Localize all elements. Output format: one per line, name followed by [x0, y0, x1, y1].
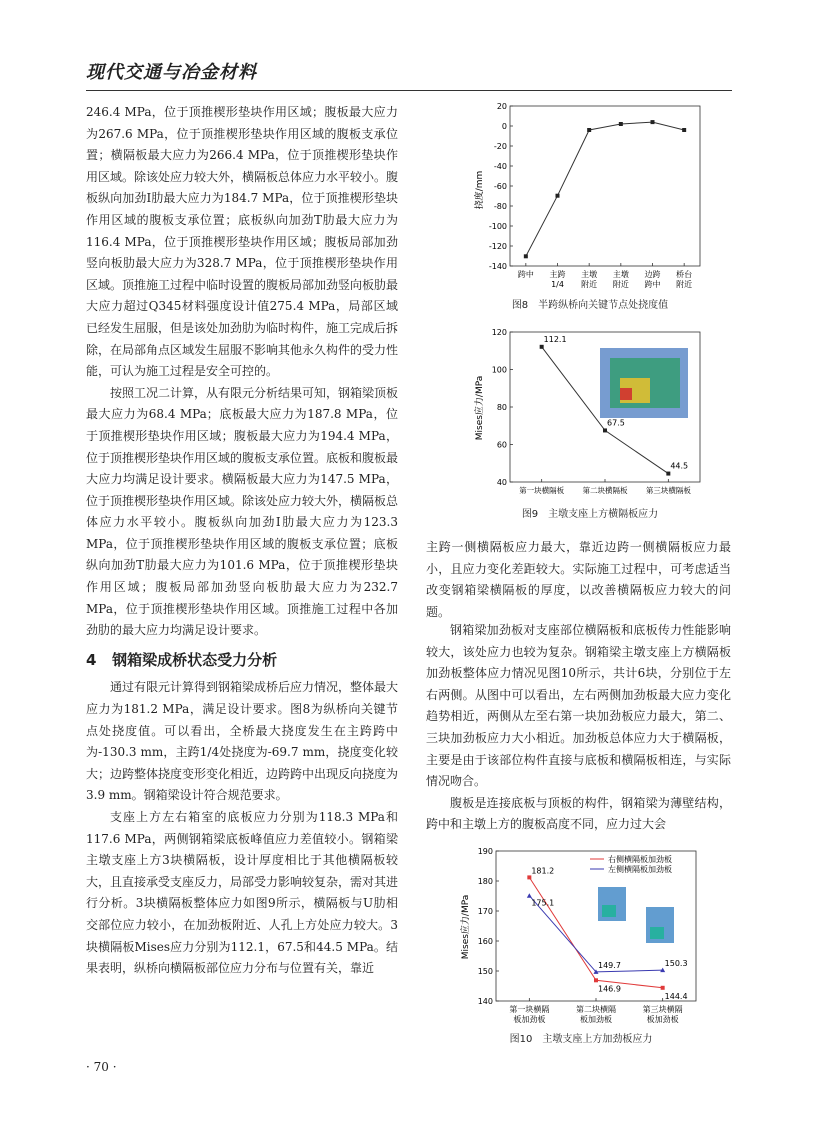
header-rule	[86, 90, 732, 91]
data-label: 67.5	[607, 418, 625, 428]
figure-8-caption: 图8 半跨纵桥向关键节点处挠度值	[511, 300, 669, 311]
right-column-top	[426, 537, 731, 623]
data-point	[603, 428, 607, 432]
data-point	[661, 986, 665, 990]
y-axis-label: Mises应力/MPa	[475, 375, 485, 441]
data-point	[524, 254, 528, 258]
y-tick-label: -20	[493, 142, 507, 151]
y-tick-label: 80	[496, 403, 507, 412]
y-tick-label: 100	[491, 365, 507, 375]
x-tick-label: 主墩附近	[581, 270, 598, 289]
data-label: 112.1	[543, 334, 567, 344]
x-tick-label: 主跨 1/4	[549, 270, 566, 289]
paragraph: 腹板是连接底板与顶板的构件，钢箱梁为薄壁结构，跨中和主墩上方的腹板高度不同，应力过大会	[426, 795, 731, 832]
data-point	[666, 472, 670, 476]
x-tick-label: 第二块横隔板	[582, 486, 628, 495]
data-label: 44.5	[670, 461, 689, 471]
plot-frame	[510, 106, 700, 266]
x-tick-label: 第三块横隔板	[645, 486, 691, 495]
data-label: 149.7	[598, 960, 621, 970]
section-heading	[86, 650, 398, 672]
x-tick-label: 第一块横隔板加劲板	[509, 1005, 550, 1024]
fe-model-image	[598, 887, 674, 943]
paragraph: 支座上方左右箱室的底板应力分别为118.3 MPa和117.6 MPa，两侧钢箱梁底板峰值应力差值较小。钢箱梁主墩支座上方3块横隔板，设计厚度相比于其他横隔板较大，且直接承受支座反力，局部受力影响较复杂，需对其进行分析。3块横隔板整体应力如图9所示，横隔板与U肋相交部位应力较小，在加劲板附近、人孔上方处应力较大。3块横隔板Mises应力分别为112.1，67.5和44.5 MPa。结果表明，纵桥向横隔板部位应力分布与位置有关，靠近	[86, 810, 399, 976]
data-point	[651, 120, 655, 124]
y-tick-label: -80	[493, 202, 507, 211]
y-tick-label: -100	[488, 222, 507, 231]
figure-10-caption: 图10 主墩支座上方加劲板应力	[509, 1034, 653, 1045]
y-axis-label: Mises应力/MPa	[461, 894, 471, 960]
y-tick-label: 150	[477, 967, 493, 976]
data-point	[540, 345, 544, 349]
right-column	[426, 620, 731, 836]
paragraph: 主跨一侧横隔板应力最大，靠近边跨一侧横隔板应力最小，且应力变化差距较大。实际施工过程中，可考虑适当改变钢箱梁横隔板的厚度，以改善横隔板应力较大的问题。	[426, 540, 731, 619]
x-tick-label: 边跨跨中	[644, 270, 661, 289]
data-label: 175.1	[531, 898, 555, 908]
data-label: 181.2	[531, 866, 555, 876]
section-title: 钢箱梁成桥状态受力分析	[112, 650, 278, 669]
y-tick-label: -60	[493, 182, 507, 191]
data-point	[682, 128, 686, 132]
data-point	[527, 875, 531, 879]
figure-9-chart	[470, 328, 710, 503]
y-tick-label: 140	[477, 997, 493, 1006]
figure-9-caption: 图9 主墩支座上方横隔板应力	[521, 509, 659, 520]
y-tick-label: 0	[501, 122, 507, 131]
y-tick-label: 120	[491, 328, 507, 337]
figure-10-chart	[456, 847, 706, 1027]
data-label: 144.4	[664, 991, 688, 1001]
y-tick-label: 180	[477, 877, 493, 886]
legend-label: 右侧横隔板加劲板	[608, 855, 672, 864]
figure-8-chart	[470, 100, 710, 290]
paragraph: 按照工况二计算，从有限元分析结果可知，钢箱梁顶板最大应力为68.4 MPa；底板最大应力为187.8 MPa，位于顶推楔形垫块作用区域；腹板最大应力为194.4 MPa，位于顶推楔形垫块作用区域的腹板支承位置。底板和腹板最大应力均满足设计要求。横隔板最大应力为147.5 MPa，位于顶推楔形垫块作用区域。除该处应力较大外，横隔板总体应力水平较小。腹板纵向加劲I肋最大应力为123.3 MPa，位于顶推楔形垫块作用区域的腹板支承位置；底板纵向加劲T肋最大应力为101.6 MPa，位于顶推楔形垫块作用区域；腹板局部加劲竖向板肋最大应力为232.7 MPa，位于顶推楔形垫块作用区域。顶推施工过程中各加劲肋的最大应力均满足设计要求。	[86, 385, 399, 638]
section-number: 4	[86, 650, 97, 669]
y-tick-label: 20	[496, 102, 507, 111]
paragraph: 钢箱梁加劲板对支座部位横隔板和底板传力性能影响较大，该处应力也较为复杂。钢箱梁主墩支座上方横隔板加劲板整体应力情况见图10所示，共计6块，分别位于左右两侧。从图中可以看出，左右两侧加劲板最大应力变化趋势相近，两侧从左至右第一块加劲板应力最大，第二、三块加劲板应力大小相近。加劲板总体应力大于横隔板，主要是由于该部位构件直接与底板和横隔板相连，与实际情况吻合。	[426, 623, 731, 789]
data-point	[619, 122, 623, 126]
paragraph: 246.4 MPa，位于顶推楔形垫块作用区域；腹板最大应力为267.6 MPa，位于顶推楔形垫块作用区域的腹板支承位置；横隔板最大应力为266.4 MPa，位于顶推楔形垫块作用区域。除该处应力较大外，横隔板总体应力水平较小。腹板纵向加劲I肋最大应力为184.7 MPa，位于顶推楔形垫块作用区域的腹板支承位置；底板纵向加劲T肋最大应力为116.4 MPa，位于顶推楔形垫块作用区域；腹板局部加劲竖向板肋最大应力为328.7 MPa，位于顶推楔形垫块作用区域。顶推施工过程中临时设置的腹板局部加劲竖向板肋最大应力超过Q345材料强度设计值275.4 MPa，局部区域已经发生屈服，但是该处加劲肋为临时构件，施工完成后拆除，在局部角点区域发生屈服不影响其他永久构件的受力性能，可认为施工过程是安全可控的。	[86, 105, 399, 379]
legend-label: 左侧横隔板加劲板	[608, 865, 672, 874]
x-tick-label: 第二块横隔板加劲板	[576, 1005, 616, 1024]
data-point	[587, 128, 591, 132]
y-tick-label: -140	[488, 262, 507, 271]
series-line	[526, 122, 684, 256]
data-label: 150.3	[664, 959, 688, 969]
x-tick-label: 主墩附近	[612, 270, 629, 289]
fe-model-image	[600, 348, 688, 418]
x-tick-label: 第一块横隔板	[519, 486, 565, 495]
data-point	[556, 194, 560, 198]
y-tick-label: 170	[477, 907, 493, 916]
data-point	[527, 893, 532, 898]
journal-header: 现代交通与冶金材料	[86, 62, 257, 83]
left-column	[86, 102, 398, 980]
y-axis-label: 挠度/mm	[475, 170, 485, 210]
y-tick-label: 40	[496, 478, 507, 487]
data-label: 146.9	[598, 984, 621, 994]
y-tick-label: -120	[488, 242, 507, 251]
x-tick-label: 跨中	[517, 270, 534, 279]
x-tick-label: 桥台附近	[676, 270, 693, 289]
y-tick-label: 60	[496, 440, 507, 450]
y-tick-label: -40	[493, 162, 507, 171]
paragraph: 通过有限元计算得到钢箱梁成桥后应力情况，整体最大应力为181.2 MPa，满足设计要求。图8为纵桥向关键节点处挠度值。可以看出，全桥最大挠度发生在主跨跨中为-130.3 mm，主跨1/4处挠度为-69.7 mm，挠度变化较大；边跨整体挠度变形变化相近，边跨跨中出现反向挠度为3.9 mm。钢箱梁设计符合规范要求。	[86, 680, 399, 803]
data-point	[594, 978, 598, 982]
y-tick-label: 190	[477, 847, 493, 856]
page-number: · 70 ·	[86, 1060, 117, 1074]
x-tick-label: 第三块横隔板加劲板	[642, 1005, 683, 1024]
y-tick-label: 160	[477, 937, 493, 946]
